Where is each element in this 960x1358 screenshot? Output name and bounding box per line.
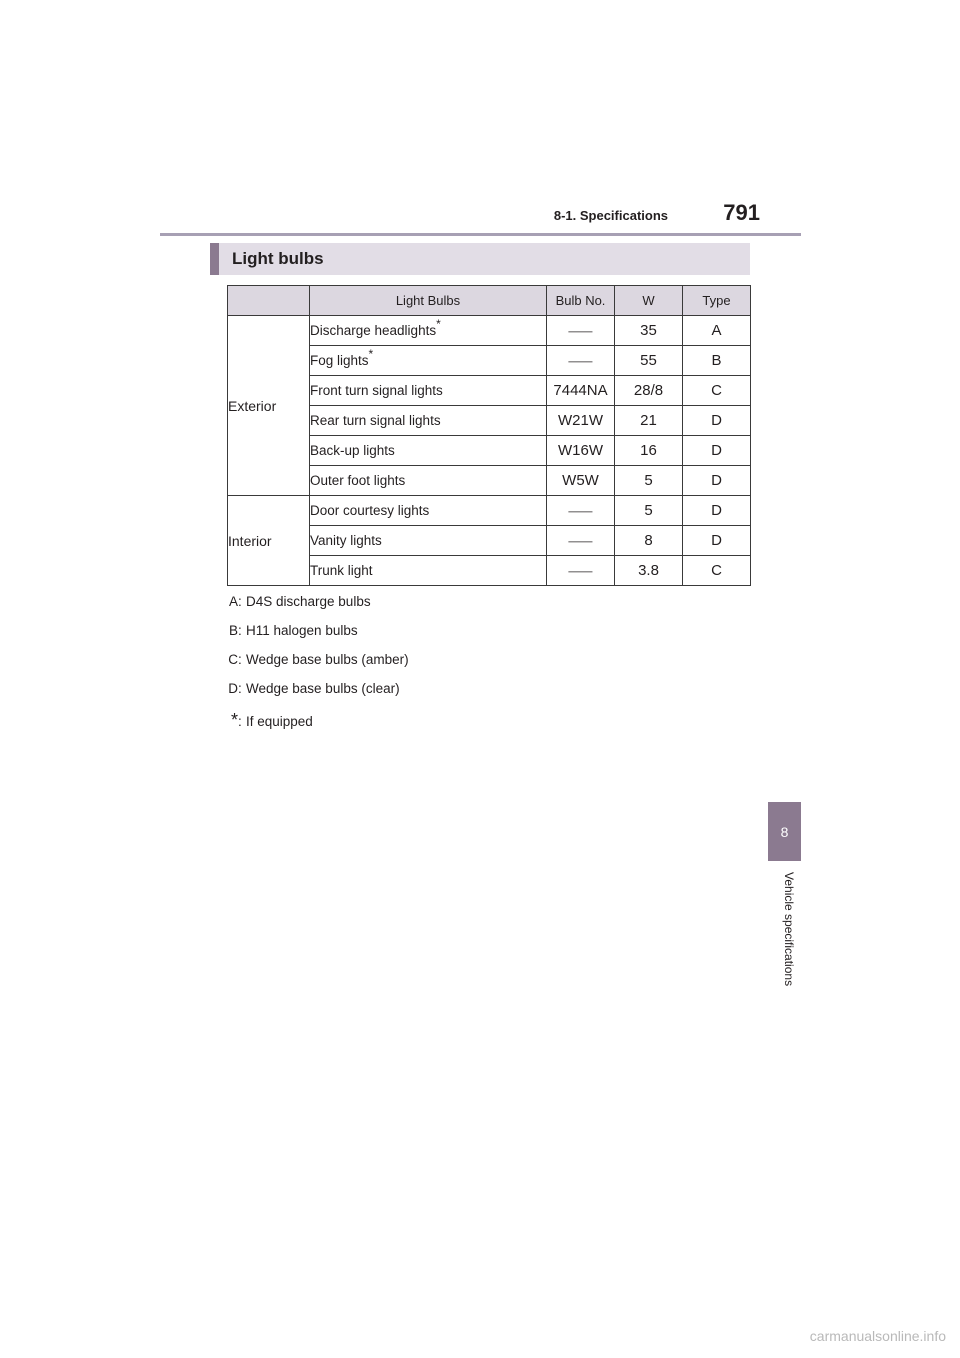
equipment-asterisk: * — [436, 316, 441, 331]
bulb-number: W21W — [547, 406, 615, 436]
bulb-watts: 55 — [615, 346, 683, 376]
bulb-number: W5W — [547, 466, 615, 496]
site-watermark: carmanualsonline.info — [809, 1328, 946, 1344]
category-exterior: Exterior — [228, 316, 310, 496]
legend-text: Wedge base bulbs (amber) — [246, 652, 409, 667]
legend-item: * : If equipped — [216, 710, 409, 739]
header-watts: W — [615, 286, 683, 316]
bulb-number: ⸺ — [547, 526, 615, 556]
legend-item: C : Wedge base bulbs (amber) — [216, 652, 409, 681]
bulb-type: D — [683, 436, 751, 466]
legend-item: B : H11 halogen bulbs — [216, 623, 409, 652]
table-header-row — [228, 286, 751, 316]
bulb-name: Outer foot lights — [310, 466, 547, 496]
bulb-watts: 5 — [615, 496, 683, 526]
bulb-type: B — [683, 346, 751, 376]
header-category — [228, 286, 310, 316]
bulb-type: D — [683, 466, 751, 496]
chapter-tab-number: 8 — [780, 823, 789, 840]
bulb-name: Back-up lights — [310, 436, 547, 466]
bulb-type: D — [683, 526, 751, 556]
bulb-name: Vanity lights — [310, 526, 547, 556]
bulb-number: ⸺ — [547, 316, 615, 346]
bulb-watts: 35 — [615, 316, 683, 346]
bulb-name: Trunk light — [310, 556, 547, 586]
bulb-name: Discharge headlights* — [310, 316, 547, 346]
light-bulbs-table — [227, 285, 751, 586]
legend-text: Wedge base bulbs (clear) — [246, 681, 400, 696]
bulb-watts: 8 — [615, 526, 683, 556]
chapter-tab — [768, 802, 801, 861]
bulb-type: D — [683, 406, 751, 436]
bulb-type: A — [683, 316, 751, 346]
bulb-type-legend — [216, 594, 409, 739]
bulb-number: 7444NA — [547, 376, 615, 406]
legend-text: H11 halogen bulbs — [246, 623, 358, 638]
bulb-name: Door courtesy lights — [310, 496, 547, 526]
bulb-number: ⸺ — [547, 346, 615, 376]
running-header-section: 8-1. Specifications — [553, 208, 668, 223]
legend-key: C — [228, 652, 238, 667]
legend-key: D — [228, 681, 238, 696]
bulb-number: W16W — [547, 436, 615, 466]
bulb-number: ⸺ — [547, 496, 615, 526]
category-interior: Interior — [228, 496, 310, 586]
header-light-bulbs: Light Bulbs — [310, 286, 547, 316]
legend-text: D4S discharge bulbs — [246, 594, 371, 609]
chapter-tab-label: Vehicle specifications — [782, 872, 796, 987]
footnote-asterisk: * — [230, 710, 238, 730]
bulb-watts: 5 — [615, 466, 683, 496]
legend-key: A — [228, 594, 238, 609]
equipment-asterisk: * — [368, 346, 374, 361]
bulb-watts: 16 — [615, 436, 683, 466]
bulb-watts: 28/8 — [615, 376, 683, 406]
section-heading-bar — [210, 243, 750, 275]
bulb-type: D — [683, 496, 751, 526]
footnote-text: If equipped — [246, 714, 313, 729]
section-title: Light bulbs — [232, 249, 324, 268]
legend-item: D : Wedge base bulbs (clear) — [216, 681, 409, 710]
bulb-number: ⸺ — [547, 556, 615, 586]
table-row — [228, 316, 751, 346]
bulb-name: Fog lights* — [310, 346, 547, 376]
bulb-name: Front turn signal lights — [310, 376, 547, 406]
bulb-type: C — [683, 376, 751, 406]
bulb-watts: 21 — [615, 406, 683, 436]
table-row — [228, 496, 751, 526]
header-divider — [160, 233, 801, 236]
bulb-name: Rear turn signal lights — [310, 406, 547, 436]
legend-item: A : D4S discharge bulbs — [216, 594, 409, 623]
bulb-type: C — [683, 556, 751, 586]
legend-key: B — [228, 623, 238, 638]
page-number: 791 — [723, 200, 760, 225]
header-type: Type — [683, 286, 751, 316]
bulb-watts: 3.8 — [615, 556, 683, 586]
header-bulb-no: Bulb No. — [547, 286, 615, 316]
